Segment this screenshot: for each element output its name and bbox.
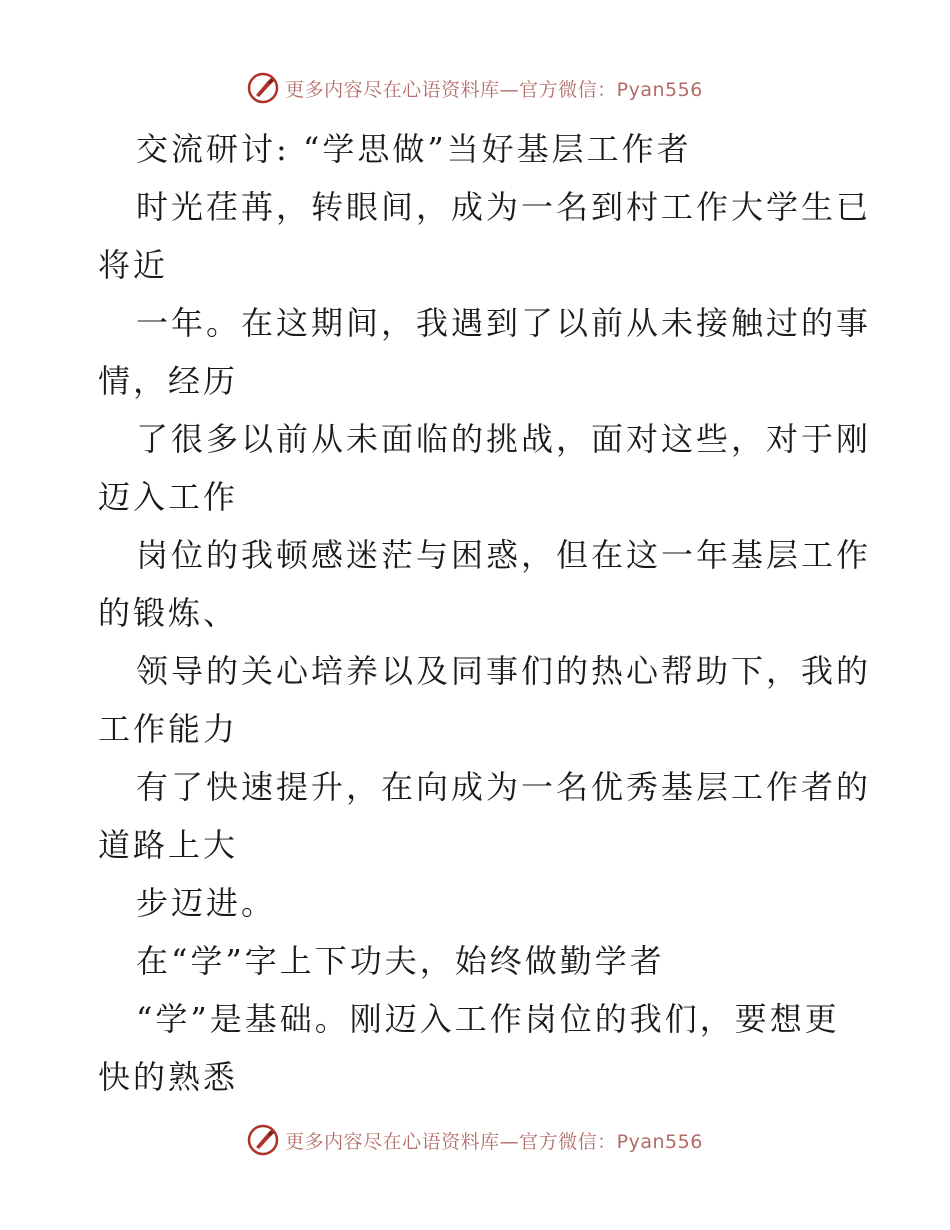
text-line: 步迈进。 [136, 884, 277, 922]
text-line: “学”是基础。刚迈入工作岗位的我们，要想更 [136, 1000, 840, 1038]
pen-logo-icon [247, 1124, 279, 1156]
text-line: 快的熟悉 [98, 1058, 239, 1096]
watermark-text: 更多内容尽在心语资料库—官方微信：Pyan556 [285, 1130, 703, 1153]
text-line: 的锻炼、 [98, 594, 239, 632]
text-line: 交流研讨: “学思做”当好基层工作者 [136, 130, 692, 168]
text-line: 将近 [98, 246, 169, 284]
text-line: 领导的关心培养以及同事们的热心帮助下，我的 [136, 652, 872, 690]
pen-logo-icon [247, 72, 279, 104]
text-line: 有了快速提升，在向成为一名优秀基层工作者的 [136, 768, 872, 806]
text-line: 工作能力 [98, 710, 239, 748]
text-line: 时光荏苒，转眼间，成为一名到村工作大学生已 [136, 188, 872, 226]
watermark-text: 更多内容尽在心语资料库—官方微信：Pyan556 [285, 78, 703, 101]
text-line: 岗位的我顿感迷茫与困惑，但在这一年基层工作 [136, 536, 872, 574]
text-line: 道路上大 [98, 826, 239, 864]
text-line: 了很多以前从未面临的挑战，面对这些，对于刚 [136, 420, 872, 458]
text-line: 迈入工作 [98, 478, 239, 516]
text-line: 情，经历 [98, 362, 239, 400]
text-line: 一年。在这期间，我遇到了以前从未接触过的事 [136, 304, 872, 342]
document-body [98, 120, 872, 1106]
watermark-footer [0, 1124, 950, 1156]
text-line: 在“学”字上下功夫，始终做勤学者 [136, 942, 665, 980]
watermark-header [0, 72, 950, 104]
